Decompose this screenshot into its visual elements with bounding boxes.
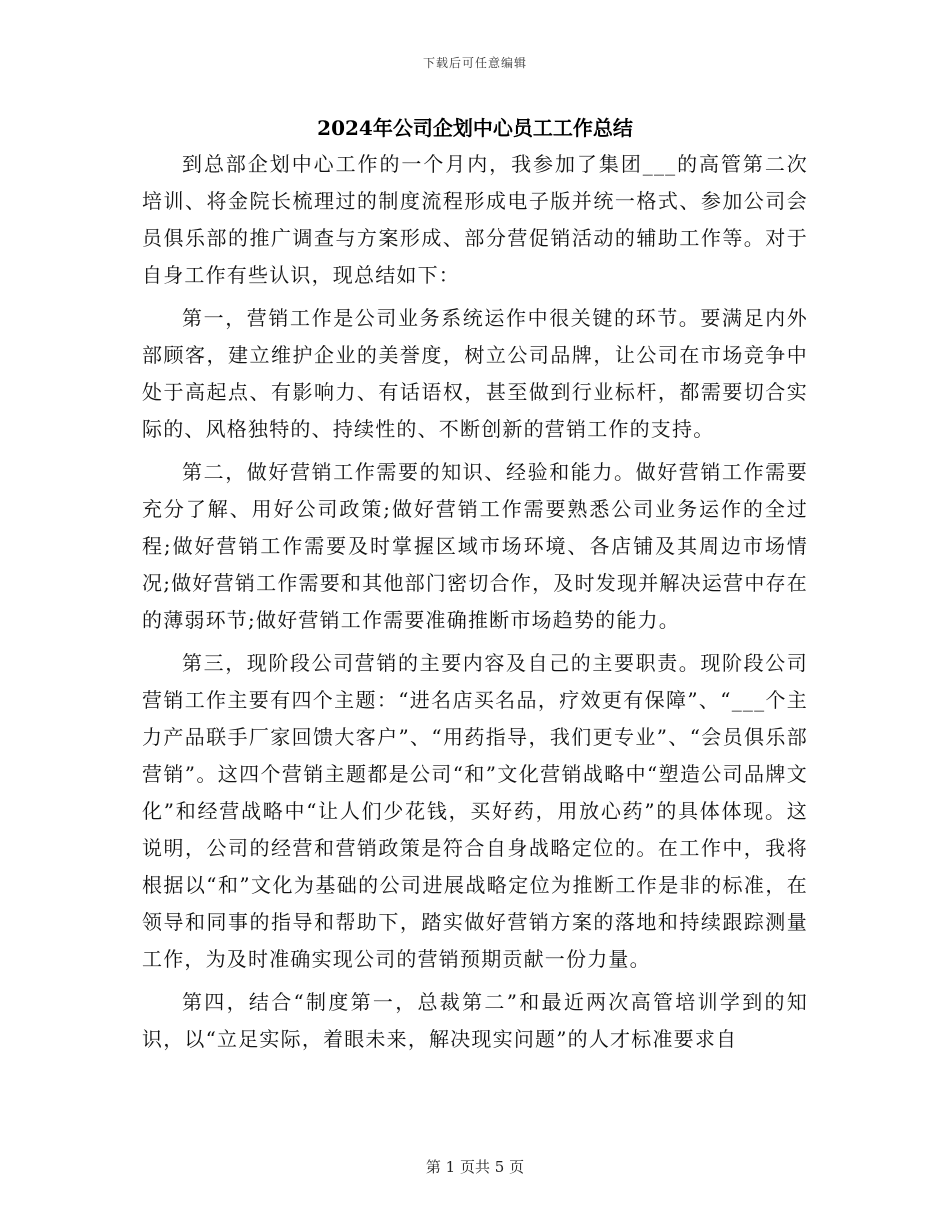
document-title: 2024年公司企划中心员工工作总结 xyxy=(317,116,633,140)
paragraph-second-point: 第二，做好营销工作需要的知识、经验和能力。做好营销工作需要充分了解、用好公司政策;做好营销工作需要熟悉公司业务运作的全过程;做好营销工作需要及时掌握区域市场环境、各店铺及其周边市场情况;做好营销工作需要和其他部门密切合作，及时发现并解决运营中存在的薄弱环节;做好营销工作需要准确推断市场趋势的能力。 xyxy=(142,460,808,632)
header-note: 下载后可任意编辑 xyxy=(422,56,527,70)
paragraph-fourth-point: 第四，结合“制度第一，总裁第二”和最近两次高管培训学到的知识，以“立足实际，着眼未来，解决现实问题”的人才标准要求自 xyxy=(142,990,808,1051)
document-body xyxy=(142,146,808,1064)
paragraph-third-point: 第三，现阶段公司营销的主要内容及自己的主要职责。现阶段公司营销工作主要有四个主题：“进名店买名品，疗效更有保障”、“___个主力产品联手厂家回馈大客户”、“用药指导，我们更专业”、“会员俱乐部营销”。这四个营销主题都是公司“和”文化营销战略中“塑造公司品牌文化”和经营战略中“让人们少花钱，买好药，用放心药”的具体体现。这说明，公司的经营和营销政策是符合自身战略定位的。在工作中，我将根据以“和”文化为基础的公司进展战略定位为推断工作是非的标准，在领导和同事的指导和帮助下，踏实做好营销方案的落地和持续跟踪测量工作，为及时准确实现公司的营销预期贡献一份力量。 xyxy=(142,651,808,971)
paragraph-first-point: 第一，营销工作是公司业务系统运作中很关键的环节。要满足内外部顾客，建立维护企业的美誉度，树立公司品牌，让公司在市场竞争中处于高起点、有影响力、有话语权，甚至做到行业标杆，都需要切合实际的、风格独特的、持续性的、不断创新的营销工作的支持。 xyxy=(142,306,808,441)
paragraph-intro: 到总部企划中心工作的一个月内，我参加了集团___的高管第二次培训、将金院长梳理过的制度流程形成电子版并统一格式、参加公司会员俱乐部的推广调查与方案形成、部分营促销活动的辅助工作等。对于自身工作有些认识，现总结如下： xyxy=(142,152,808,287)
page-number: 第 1 页共 5 页 xyxy=(425,1158,525,1176)
